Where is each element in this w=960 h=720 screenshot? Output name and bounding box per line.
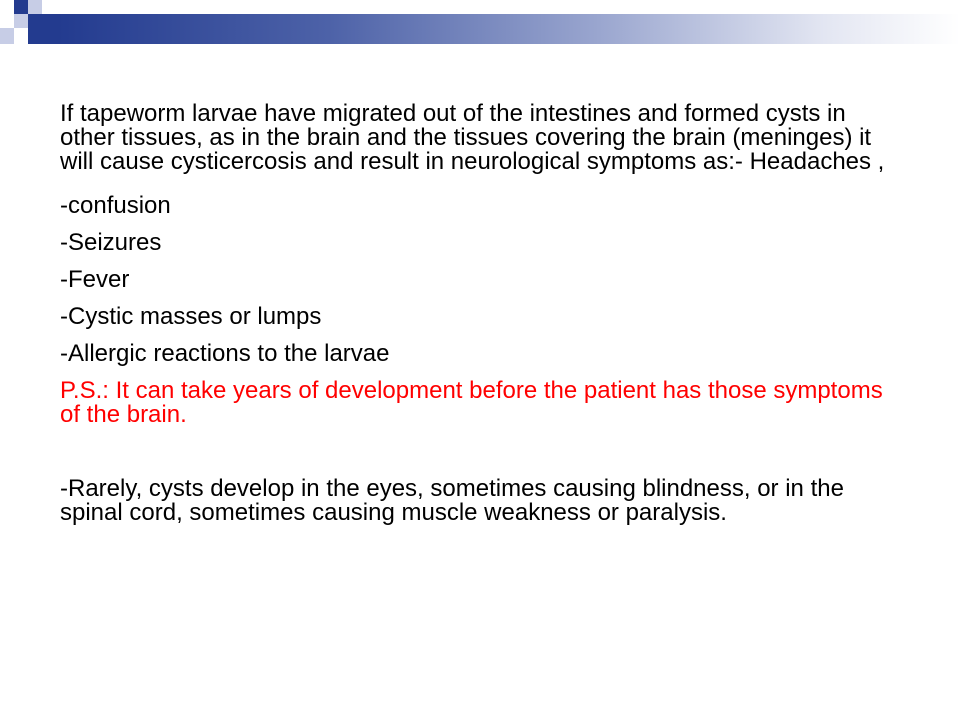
symptom-item: -Allergic reactions to the larvae <box>60 340 390 367</box>
header-square <box>14 14 28 28</box>
header-square <box>28 14 58 44</box>
header-square <box>0 28 14 44</box>
header-square <box>14 28 28 44</box>
note-paragraph: P.S.: It can take years of development before the patient has those symptoms of the brain. <box>60 377 883 428</box>
symptom-item: -Cystic masses or lumps <box>60 303 322 330</box>
slide-body <box>60 102 900 525</box>
symptom-item: -Seizures <box>60 229 162 256</box>
intro-paragraph: If tapeworm larvae have migrated out of the intestines and formed cysts in other tissues, as in the brain and the tissues covering the brain (meninges) it will cause cysticercosis and result in neurological symptoms as:- Headaches , <box>60 100 885 175</box>
rare-paragraph: -Rarely, cysts develop in the eyes, sometimes causing blindness, or in the spinal cord, sometimes causing muscle weakness or paralysis. <box>60 475 844 526</box>
symptom-item: -confusion <box>60 192 171 219</box>
header-square <box>14 0 28 14</box>
header-square <box>0 14 14 28</box>
header-square <box>42 0 58 14</box>
symptom-item: -Fever <box>60 266 130 293</box>
header-gradient-bar <box>58 14 960 44</box>
header-square <box>28 0 42 14</box>
